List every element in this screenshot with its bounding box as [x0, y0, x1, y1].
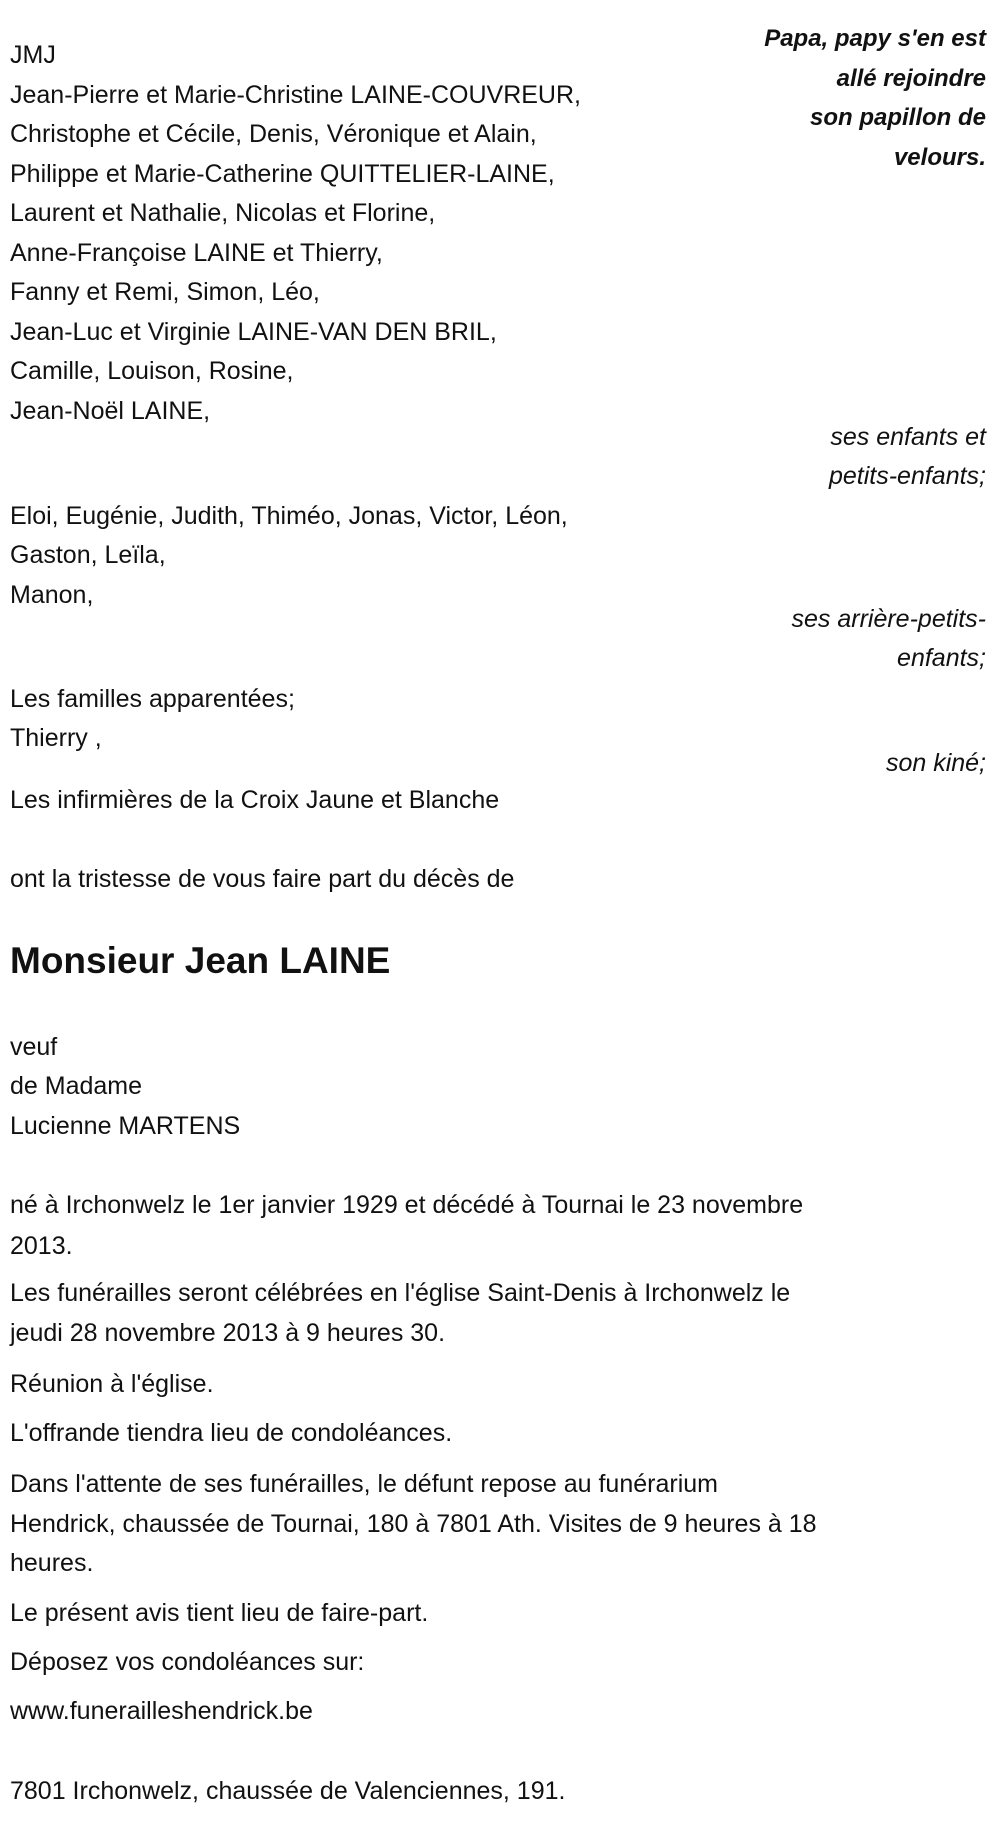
family-line: Les infirmières de la Croix Jaune et Blanche: [10, 786, 500, 814]
address: 7801 Irchonwelz, chaussée de Valenciennes, 191.: [10, 1777, 566, 1805]
family-line: Thierry ,: [10, 724, 102, 752]
family-line: Jean-Pierre et Marie-Christine LAINE-COUVREUR,: [10, 81, 581, 109]
rest-info: heures.: [10, 1549, 94, 1577]
website-link[interactable]: www.funerailleshendrick.be: [10, 1697, 313, 1725]
announcement: ont la tristesse de vous faire part du décès de: [10, 865, 515, 893]
family-line: Jean-Luc et Virginie LAINE-VAN DEN BRIL,: [10, 318, 497, 346]
spouse-line: Lucienne MARTENS: [10, 1112, 241, 1140]
notice: Le présent avis tient lieu de faire-part.: [10, 1599, 429, 1627]
family-line: Les familles apparentées;: [10, 685, 295, 713]
meeting-info: Réunion à l'église.: [10, 1370, 214, 1398]
family-line: Eloi, Eugénie, Judith, Thiméo, Jonas, Victor, Léon,: [10, 502, 568, 530]
quote-line: allé rejoindre: [836, 65, 986, 92]
deceased-name: Monsieur Jean LAINE: [10, 940, 391, 981]
rest-info: Dans l'attente de ses funérailles, le défunt repose au funérarium: [10, 1470, 718, 1498]
family-line: Philippe et Marie-Catherine QUITTELIER-LAINE,: [10, 160, 555, 188]
header-jmj: JMJ: [10, 41, 56, 69]
spouse-line: veuf: [10, 1033, 58, 1061]
family-line: Christophe et Cécile, Denis, Véronique et Alain,: [10, 120, 537, 148]
quote-line: son papillon de: [809, 104, 986, 131]
spouse-line: de Madame: [10, 1072, 143, 1100]
condolences-label: Déposez vos condoléances sur:: [10, 1648, 365, 1676]
family-line: Manon,: [10, 581, 94, 609]
funeral-info: jeudi 28 novembre 2013 à 9 heures 30.: [10, 1319, 446, 1347]
family-line: Fanny et Remi, Simon, Léo,: [10, 278, 320, 306]
rest-info: Hendrick, chaussée de Tournai, 180 à 7801 Ath. Visites de 9 heures à 18: [10, 1510, 817, 1538]
birth-death: 2013.: [10, 1232, 73, 1260]
quote-line: velours.: [893, 144, 986, 171]
family-line: Camille, Louison, Rosine,: [10, 357, 294, 385]
family-line: Jean-Noël LAINE,: [10, 397, 211, 425]
offering-info: L'offrande tiendra lieu de condoléances.: [10, 1419, 453, 1447]
role-label: petits-enfants;: [828, 462, 986, 490]
role-label: ses arrière-petits-: [791, 605, 986, 633]
funeral-info: Les funérailles seront célébrées en l'église Saint-Denis à Irchonwelz le: [10, 1279, 791, 1307]
quote-line: Papa, papy s'en est: [764, 25, 986, 52]
birth-death: né à Irchonwelz le 1er janvier 1929 et décédé à Tournai le 23 novembre: [10, 1191, 804, 1219]
family-line: Gaston, Leïla,: [10, 541, 166, 569]
role-label: ses enfants et: [830, 423, 986, 451]
family-line: Anne-Françoise LAINE et Thierry,: [10, 239, 383, 267]
role-label: son kiné;: [885, 749, 986, 777]
family-line: Laurent et Nathalie, Nicolas et Florine,: [10, 199, 436, 227]
role-label: enfants;: [897, 644, 986, 672]
